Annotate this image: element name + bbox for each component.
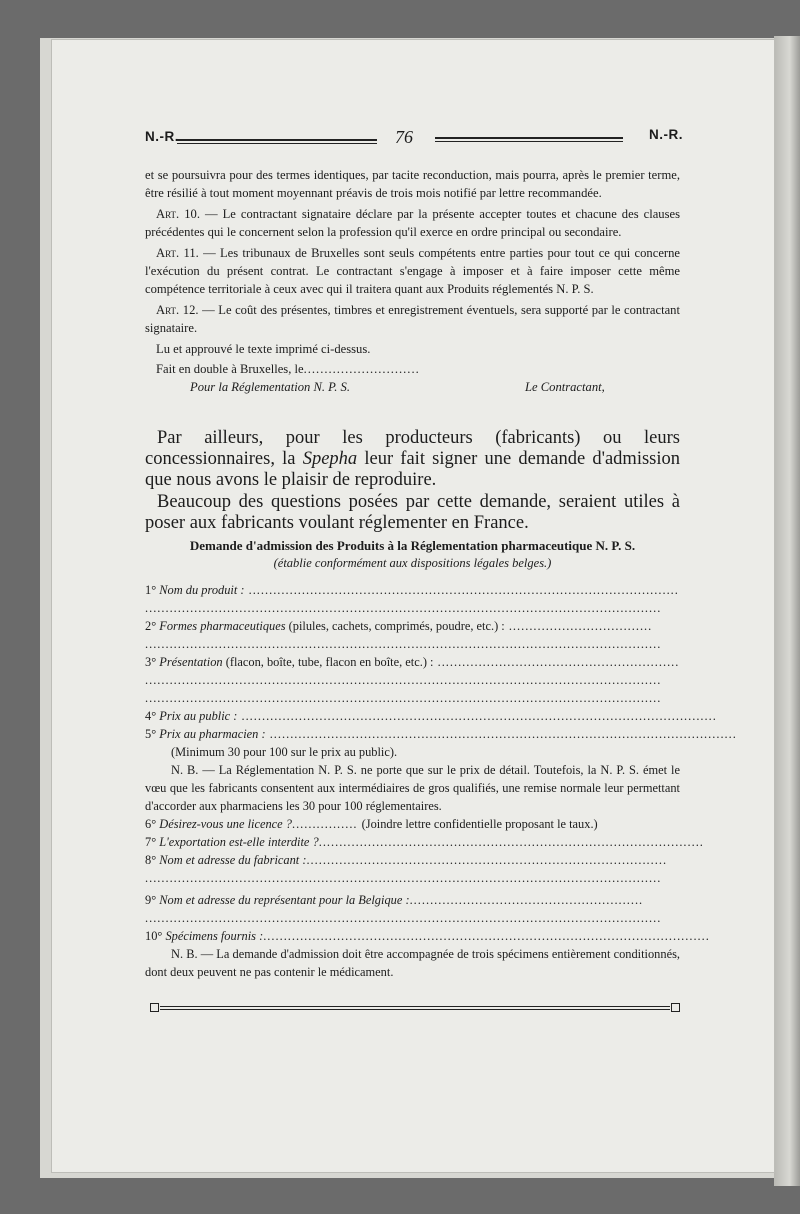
header-rule-left	[177, 139, 377, 144]
intro-section	[145, 428, 680, 534]
field-presentation: 3° Présentation (flacon, boîte, tube, flacon en boîte, etc.) : ...........................................................	[145, 655, 680, 669]
field-pharmacist-price: 5° Prix au pharmacien : ..................................................................................................................	[145, 727, 737, 741]
page-header	[145, 125, 683, 149]
field-specimens: 10° Spécimens fournis :.............................................................................................................	[145, 929, 710, 943]
adjacent-page-edge	[774, 36, 800, 1186]
article-11: Art. 11. — Les tribunaux de Bruxelles sont seuls compétents entre parties pour tout ce qui concerne l'exécution du présent contrat. Le contractant s'engage à imposer et à faire imposer cette même compétence territoriale à ceux avec qui il traitera quant aux Produits réglementés N. P. S.	[145, 246, 680, 296]
field-product-name: 1° Nom du produit : .........................................................................................................	[145, 583, 679, 597]
header-right-mark: N.-R.	[649, 127, 683, 142]
contract-paragraph: et se poursuivra pour des termes identiques, par tacite reconduction, mais pourra, après le premier terme, être résilié à tout moment moyennant préavis de trois mois notifié par lettre recommandée.	[145, 168, 680, 200]
contract-section	[145, 166, 680, 396]
article-12: Art. 12. — Le coût des présentes, timbres et enregistrement éventuels, sera supporté par le contractant signataire.	[145, 303, 680, 335]
field-representative: 9° Nom et adresse du représentant pour la Belgique :.........................................................	[145, 893, 644, 907]
header-rule-right	[435, 137, 623, 142]
made-at-line: Fait en double à Bruxelles, le............................	[156, 362, 420, 376]
form-subtitle: (établie conformément aux dispositions légales belges.)	[273, 556, 552, 570]
pharmacist-price-note: (Minimum 30 pour 100 sur le prix au public).	[171, 745, 398, 759]
fill-dots: ..............................................................................................................................	[145, 637, 662, 651]
bottom-ornament-rule	[150, 1003, 680, 1013]
article-10: Art. 10. — Le contractant signataire déclare par la présente accepter toutes et chacune des clauses précédentes qui le concernent selon la profession qu'il exerce en ordre principal ou secondaire.	[145, 207, 680, 239]
field-export: 7° L'exportation est-elle interdite ?..............................................................................................	[145, 835, 704, 849]
fill-dots: .........................................................................................................	[244, 583, 679, 597]
signature-left: Pour la Réglementation N. P. S.	[190, 380, 350, 394]
page-number: 76	[395, 127, 413, 147]
form-title: Demande d'admission des Produits à la Réglementation pharmaceutique N. P. S.	[189, 538, 636, 553]
field-pharmaceutical-forms: 2° Formes pharmaceutiques (pilules, cachets, comprimés, poudre, etc.) : ...................................	[145, 619, 653, 633]
header-left-mark: N.-R.	[145, 129, 179, 144]
fill-dots: ..............................................................................................................................	[145, 601, 662, 615]
note-nb-2: N. B. — La demande d'admission doit être accompagnée de trois spécimens entièrement conditionnés, dont deux peuvent ne pas contenir le médicament.	[145, 947, 680, 979]
approval-line: Lu et approuvé le texte imprimé ci-dessus.	[156, 342, 371, 356]
intro-paragraph-2: Beaucoup des questions posées par cette demande, seraient utiles à poser aux fabricants voulant réglementer en France.	[145, 492, 680, 533]
note-nb-1: N. B. — La Réglementation N. P. S. ne porte que sur le prix de détail. Toutefois, la N. P. S. émet le vœu que les fabricants consentent aux intermédiaires de gros qualifiés, une remise normale leur permettant d'accorder aux pharmaciens les 30 pour 100 réglementaires.	[145, 763, 680, 813]
fill-dots: ..............................................................................................................................	[145, 691, 662, 705]
field-public-price: 4° Prix au public : ....................................................................................................................	[145, 709, 717, 723]
fill-dots: ..............................................................................................................................	[145, 911, 662, 925]
signature-line	[145, 378, 680, 396]
field-manufacturer: 8° Nom et adresse du fabricant :........................................................................................	[145, 853, 668, 867]
signature-right: Le Contractant,	[525, 380, 605, 394]
form-fields	[145, 581, 737, 981]
fill-dots: ..............................................................................................................................	[145, 871, 662, 885]
field-licence: 6° Désirez-vous une licence ?................ (Joindre lettre confidentielle proposant le taux.)	[145, 817, 598, 831]
fill-dots: ..............................................................................................................................	[145, 673, 662, 687]
intro-paragraph-1: Par ailleurs, pour les producteurs (fabricants) ou leurs concessionnaires, la Spepha leur fait signer une demande d'admission que nous avons le plaisir de reproduire.	[145, 428, 680, 490]
admission-form	[145, 538, 737, 981]
